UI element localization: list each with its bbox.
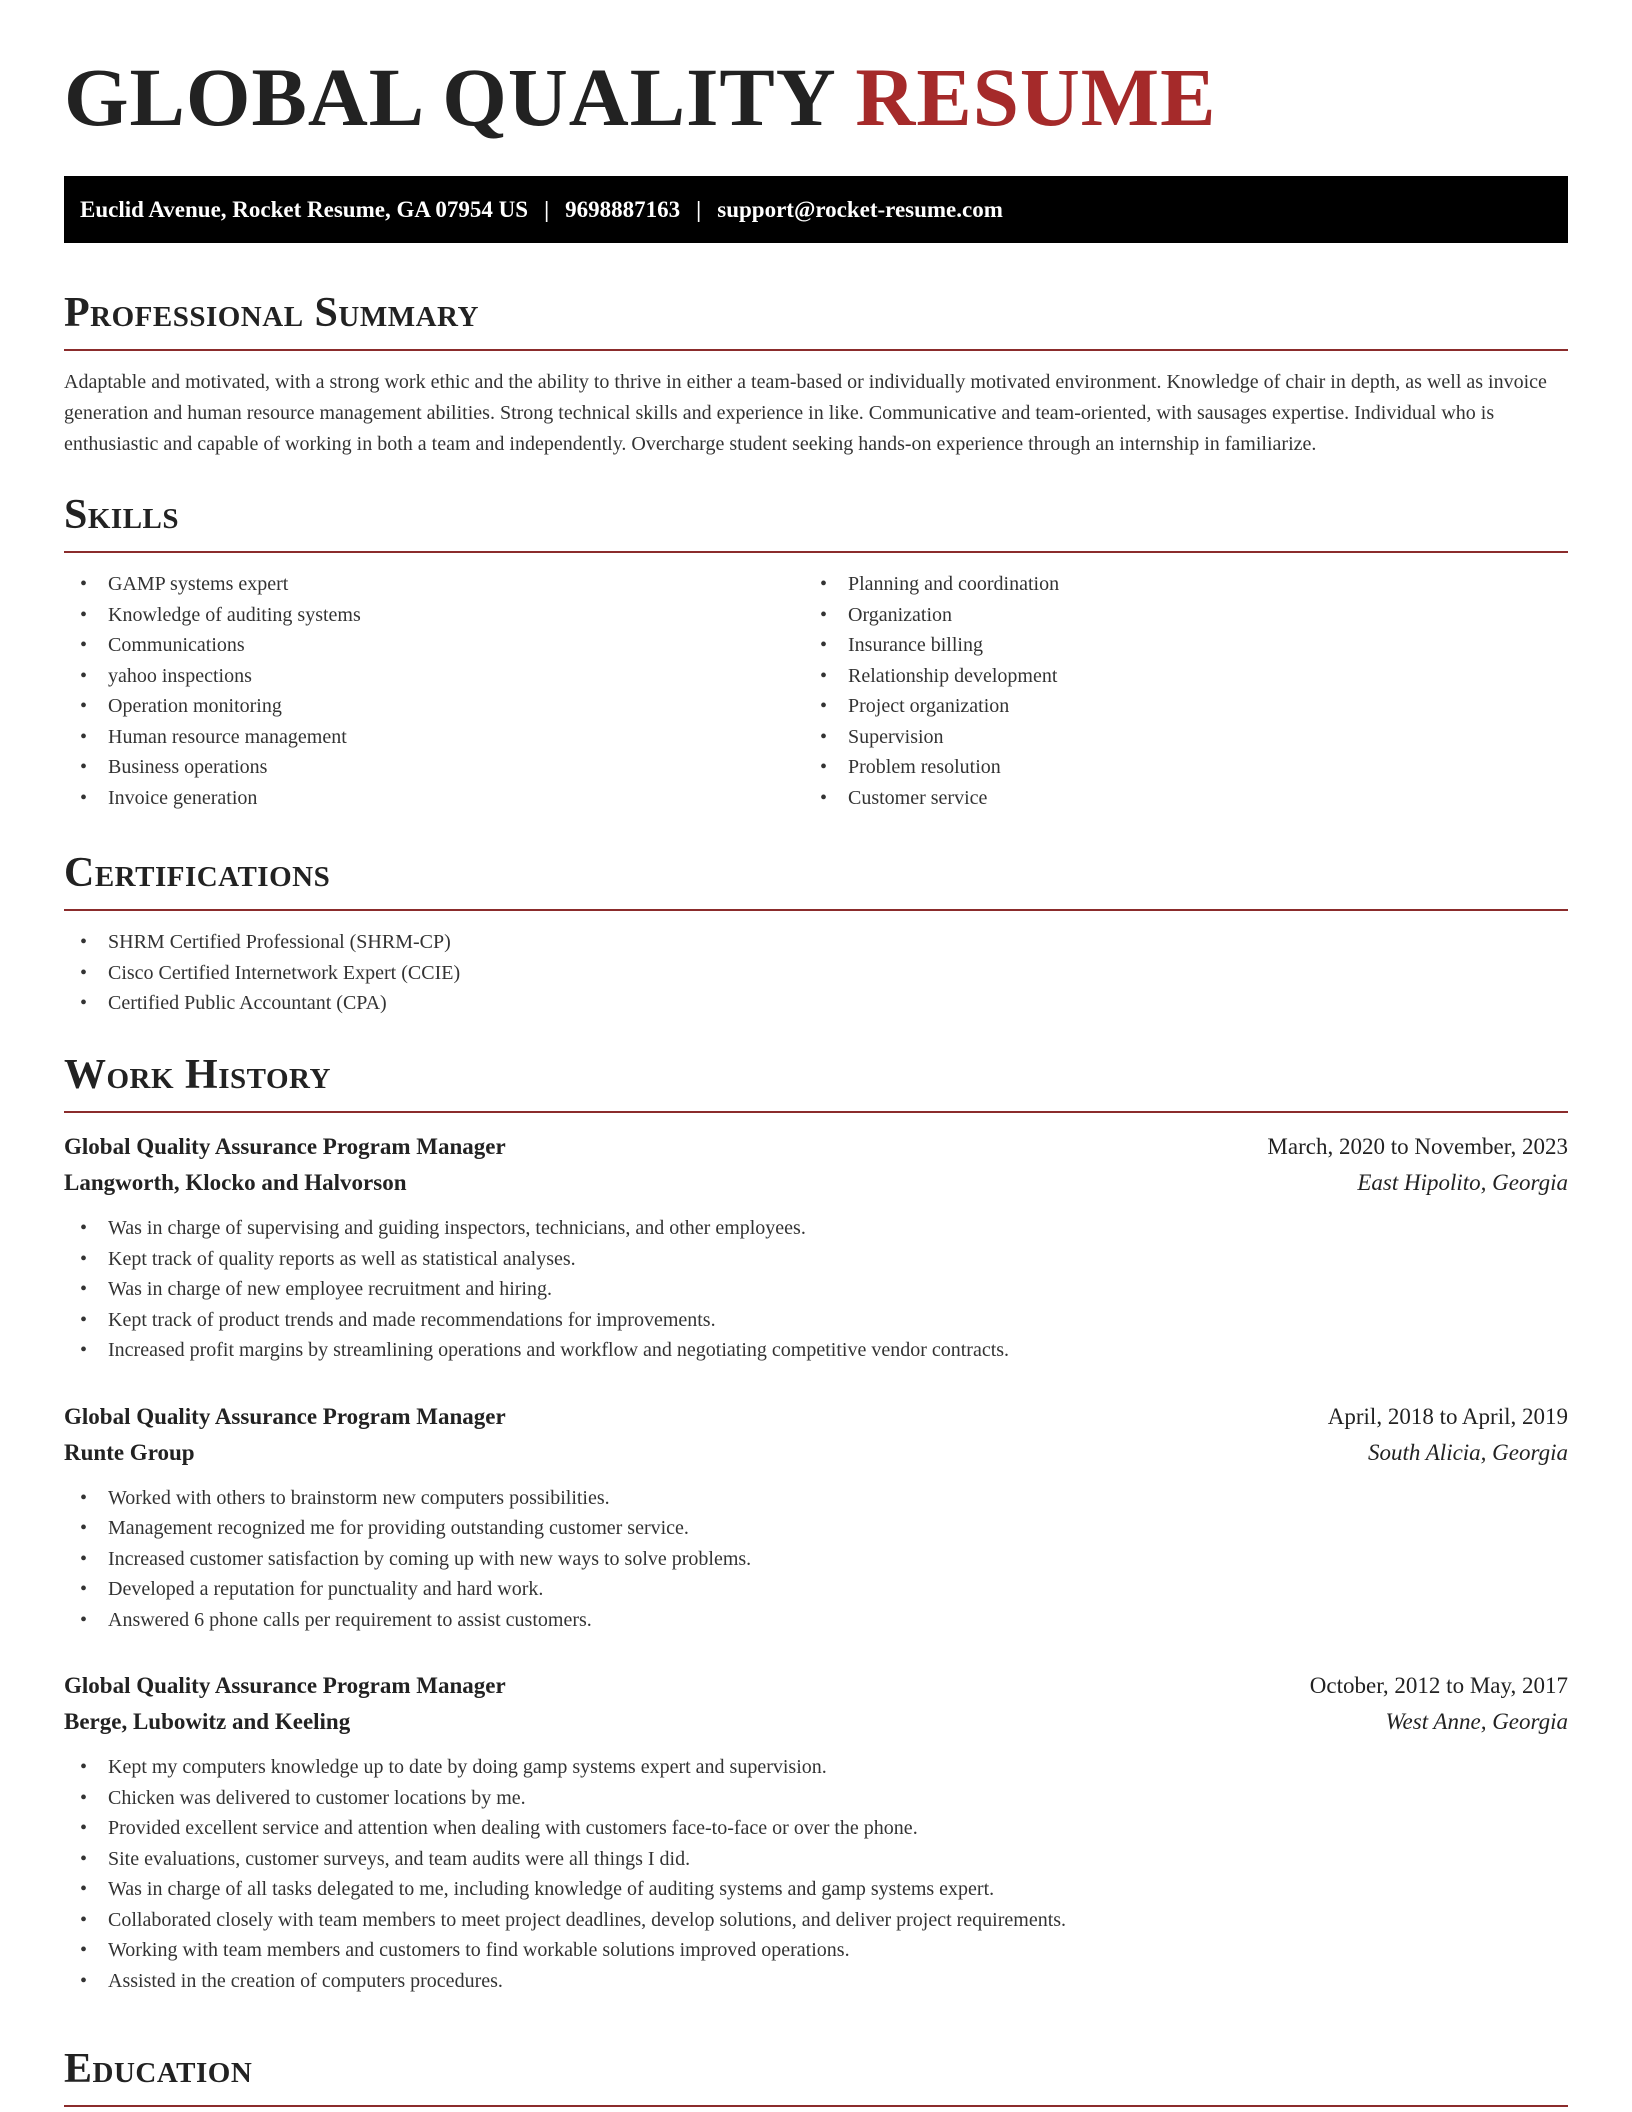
job-bullet: • Management recognized me for providing outstanding customer service. [64,1513,1568,1544]
certifications-list [64,927,1568,1019]
job-bullet: • Was in charge of new employee recruitment and hiring. [64,1274,1568,1305]
section-divider [64,2105,1568,2107]
job-location: West Anne, Georgia [1385,1709,1568,1734]
summary-heading: Professional Summary [64,290,479,336]
job-entry [64,1399,1568,1636]
skill-item: • Invoice generation [64,783,804,814]
skill-item: • Operation monitoring [64,691,804,722]
skill-item: • Insurance billing [804,630,1544,661]
job-title: Global Quality Assurance Program Manager [64,1673,506,1698]
skill-item: • Project organization [804,691,1544,722]
skills-list-right [804,569,1544,813]
job-bullet: • Kept track of product trends and made recommendations for improvements. [64,1305,1568,1336]
job-entry [64,1668,1568,1996]
job-bullet: • Answered 6 phone calls per requirement to assist customers. [64,1605,1568,1636]
job-bullet: • Worked with others to brainstorm new computers possibilities. [64,1483,1568,1514]
skill-item: • Knowledge of auditing systems [64,600,804,631]
section-divider [64,349,1568,351]
certifications-section [64,852,1568,1019]
job-dates: April, 2018 to April, 2019 [1327,1403,1568,1429]
skill-item: • Organization [804,600,1544,631]
contact-separator: | [544,196,550,222]
contact-phone: 9698887163 [565,196,681,222]
contact-email: support@rocket-resume.com [717,196,1003,222]
job-bullet: • Site evaluations, customer surveys, and team audits were all things I did. [64,1844,1568,1875]
job-company: Berge, Lubowitz and Keeling [64,1709,351,1734]
job-bullets [64,1213,1568,1366]
job-bullets [64,1483,1568,1636]
skill-item: • yahoo inspections [64,661,804,692]
skill-item: • Human resource management [64,722,804,753]
contact-separator: | [696,196,702,222]
summary-section [64,292,1568,460]
job-dates: October, 2012 to May, 2017 [1309,1673,1568,1698]
certification-item: • Certified Public Accountant (CPA) [64,988,1568,1019]
job-company: Runte Group [64,1439,195,1465]
skill-item: • Business operations [64,752,804,783]
job-location: East Hipolito, Georgia [1357,1170,1568,1195]
summary-text: Adaptable and motivated, with a strong work ethic and the ability to thrive in either a team-based or individually motivated environment. Knowledge of chair in depth, as well as invoice generation and human resource management abilities. Strong technical skills and experience in like. Communicative and team-oriented, with sausages expertise. Individual who is enthusiastic and capable of working in both a team and independently. Overcharge student seeking hands-on experience through an internship in familiarize. [64,371,1547,455]
job-title: Global Quality Assurance Program Manager [64,1134,506,1159]
job-bullet: • Developed a reputation for punctuality and hard work. [64,1574,1568,1605]
job-dates: March, 2020 to November, 2023 [1267,1134,1568,1159]
contact-bar [64,176,1568,243]
job-bullets [64,1752,1568,1996]
skill-item: • Supervision [804,722,1544,753]
work-history-heading: Work History [64,1052,331,1098]
skills-list-left [64,569,804,813]
education-heading: Education [64,2046,253,2092]
job-bullet: • Increased profit margins by streamlining operations and workflow and negotiating competitive vendor contracts. [64,1335,1568,1366]
section-divider [64,1111,1568,1113]
job-bullet: • Was in charge of supervising and guiding inspectors, technicians, and other employees. [64,1213,1568,1244]
work-history-section [64,1054,1568,1996]
skills-heading: Skills [64,492,180,538]
section-divider [64,551,1568,553]
skill-item: • Customer service [804,783,1544,814]
job-bullet: • Was in charge of all tasks delegated to me, including knowledge of auditing systems and gamp systems expert. [64,1874,1568,1905]
education-section [64,2048,1568,2107]
job-title: Global Quality Assurance Program Manager [64,1403,506,1429]
contact-address: Euclid Avenue, Rocket Resume, GA 07954 US [80,196,529,222]
job-location: South Alicia, Georgia [1368,1439,1568,1465]
job-bullet: • Chicken was delivered to customer locations by me. [64,1783,1568,1814]
certifications-heading: Certifications [64,850,331,896]
skills-columns [64,569,1568,813]
title-main: GLOBAL QUALITY [64,51,834,143]
skill-item: • GAMP systems expert [64,569,804,600]
certification-item: • SHRM Certified Professional (SHRM-CP) [64,927,1568,958]
section-divider [64,909,1568,911]
skills-section [64,494,1568,813]
job-bullet: • Kept track of quality reports as well as statistical analyses. [64,1244,1568,1275]
skill-item: • Planning and coordination [804,569,1544,600]
skill-item: • Relationship development [804,661,1544,692]
skill-item: • Communications [64,630,804,661]
title-accent: RESUME [855,51,1217,143]
certification-item: • Cisco Certified Internetwork Expert (CCIE) [64,958,1568,989]
job-bullet: • Provided excellent service and attention when dealing with customers face-to-face or over the phone. [64,1813,1568,1844]
job-company: Langworth, Klocko and Halvorson [64,1170,407,1195]
job-bullet: • Working with team members and customers to find workable solutions improved operations. [64,1935,1568,1966]
job-bullet: • Increased customer satisfaction by coming up with new ways to solve problems. [64,1544,1568,1575]
resume-title [64,51,1217,143]
job-bullet: • Assisted in the creation of computers procedures. [64,1966,1568,1997]
job-bullet: • Kept my computers knowledge up to date by doing gamp systems expert and supervision. [64,1752,1568,1783]
job-entry [64,1129,1568,1366]
skill-item: • Problem resolution [804,752,1544,783]
job-bullet: • Collaborated closely with team members to meet project deadlines, develop solutions, and deliver project requirements. [64,1905,1568,1936]
